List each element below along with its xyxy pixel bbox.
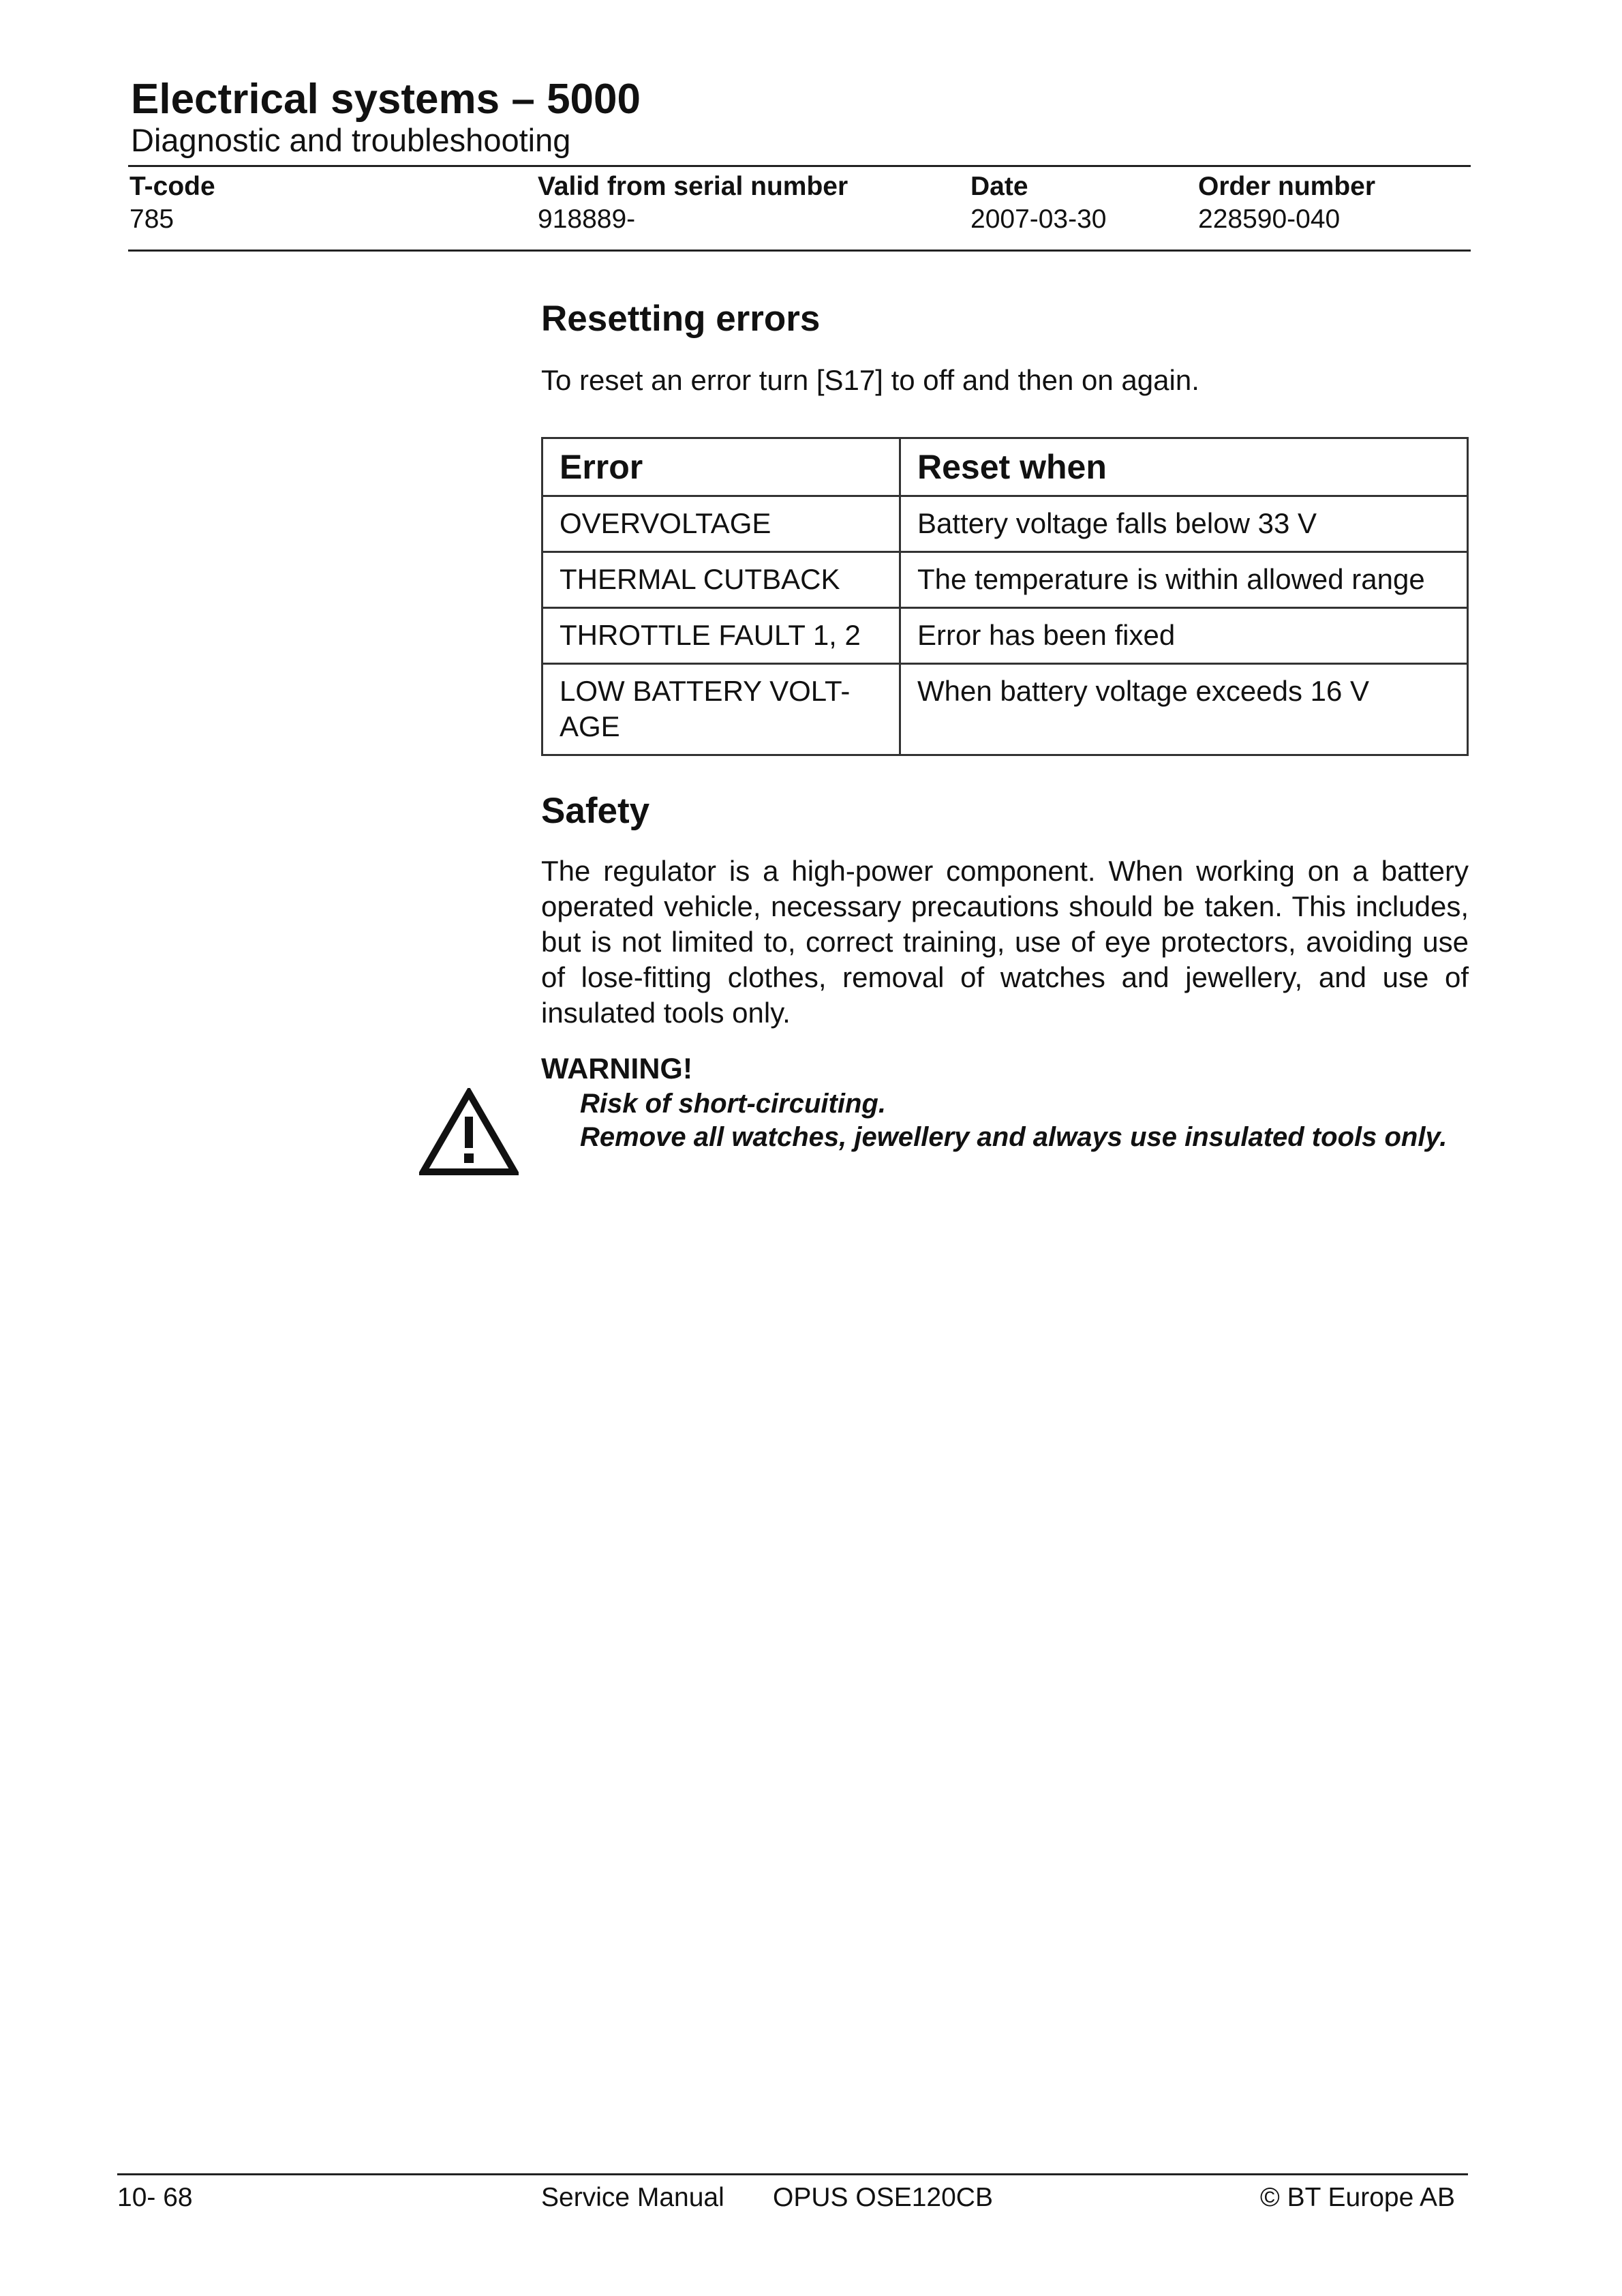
header-bottom-rule xyxy=(128,250,1471,252)
reset-condition-cell: The temperature is within allowed range xyxy=(900,552,1468,608)
reset-condition-cell: When battery voltage exceeds 16 V xyxy=(900,664,1468,755)
error-cell: THERMAL CUTBACK xyxy=(542,552,900,608)
table-row xyxy=(542,664,1468,755)
safety-paragraph: The regulator is a high-power component. When working on a battery operated vehicle, necessary precautions should be taken. This includes, but is not limited to, correct training, use of eye protectors, avoiding use of lose-fitting clothes, removal of watches and jewellery, and use of insulated tools only. xyxy=(541,855,1469,1029)
error-cell: THROTTLE FAULT 1, 2 xyxy=(542,608,900,664)
footer-manual-type: Service Manual xyxy=(541,2183,724,2212)
resetting-errors-heading: Resetting errors xyxy=(541,299,821,339)
error-cell: OVERVOLTAGE xyxy=(542,496,900,552)
error-reset-table xyxy=(541,437,1469,756)
footer-rule xyxy=(117,2173,1468,2175)
serial-label: Valid from serial number xyxy=(538,172,848,201)
document-title: Electrical systems – 5000 xyxy=(131,76,641,123)
resetting-intro-text: To reset an error turn [S17] to off and then on again. xyxy=(541,364,1199,396)
order-number-label: Order number xyxy=(1198,172,1376,201)
reset-when-column-header: Reset when xyxy=(900,438,1468,496)
error-cell: LOW BATTERY VOLT-AGE xyxy=(542,664,900,755)
warning-line-2: Remove all watches, jewellery and always use insulated tools only. xyxy=(580,1122,1448,1152)
table-row xyxy=(542,552,1468,608)
safety-heading: Safety xyxy=(541,791,650,831)
footer-page-number: 10- 68 xyxy=(117,2183,193,2212)
reset-condition-cell: Battery voltage falls below 33 V xyxy=(900,496,1468,552)
tcode-value: 785 xyxy=(129,205,174,234)
tcode-label: T-code xyxy=(129,172,215,201)
reset-condition-cell: Error has been fixed xyxy=(900,608,1468,664)
footer-model: OPUS OSE120CB xyxy=(773,2183,993,2212)
footer-copyright: © BT Europe AB xyxy=(1260,2183,1456,2212)
date-value: 2007-03-30 xyxy=(970,205,1107,234)
document-subtitle: Diagnostic and troubleshooting xyxy=(131,122,571,158)
serial-value: 918889- xyxy=(538,205,636,234)
order-number-value: 228590-040 xyxy=(1198,205,1341,234)
table-row xyxy=(542,496,1468,552)
table-header-row xyxy=(542,438,1468,496)
warning-triangle-icon xyxy=(419,1088,519,1177)
date-label: Date xyxy=(970,172,1028,201)
warning-line-1: Risk of short-circuiting. xyxy=(580,1089,886,1119)
header-top-rule xyxy=(128,165,1471,167)
table-row xyxy=(542,608,1468,664)
error-column-header: Error xyxy=(542,438,900,496)
warning-label: WARNING! xyxy=(541,1053,693,1085)
